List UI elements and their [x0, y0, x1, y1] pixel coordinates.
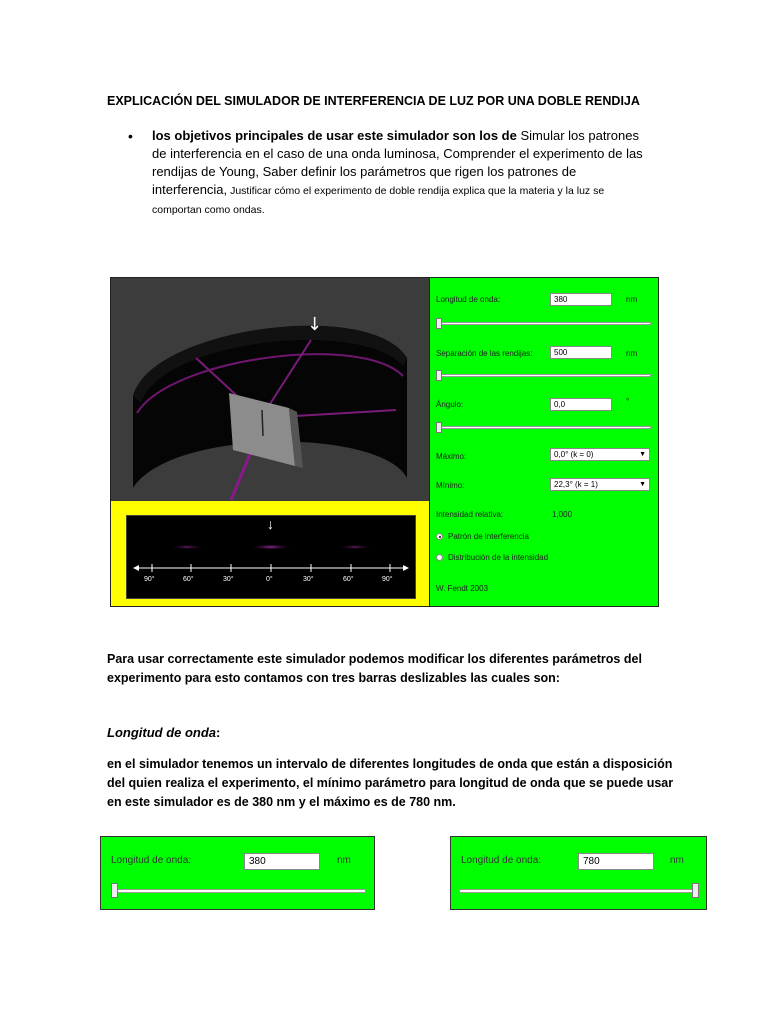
wavelength-unit: nm: [626, 295, 638, 304]
bullet-marker: •: [128, 128, 133, 144]
axis-tick: 90°: [382, 576, 393, 583]
objectives-small: Justificar cómo el experimento de doble rendija explica que la materia y la luz se comportan como ondas.: [152, 185, 605, 216]
mini-max-unit: nm: [670, 855, 684, 866]
dropdown-arrow-icon: ▼: [639, 481, 646, 488]
mini-min-unit: nm: [337, 855, 351, 866]
angle-input[interactable]: 0,0: [550, 398, 612, 411]
separation-slider[interactable]: [436, 374, 651, 377]
intensity-label: Intensidad relativa:: [436, 510, 504, 519]
mini-panel-max: [450, 836, 707, 910]
angle-slider[interactable]: [436, 426, 651, 429]
axis-tick: 30°: [223, 576, 234, 583]
wavelength-slider[interactable]: [436, 322, 651, 325]
mini-max-slider-thumb[interactable]: [692, 883, 699, 898]
interference-strip: [126, 515, 416, 599]
axis-tick: 60°: [343, 576, 354, 583]
simulator-3d-view: [111, 278, 429, 500]
wavelength-subheading: [107, 725, 220, 740]
axis-tick: 0°: [266, 576, 273, 583]
simulator-panel: [110, 277, 659, 607]
axis-tick: 90°: [144, 576, 155, 583]
wavelength-slider-thumb[interactable]: [436, 318, 442, 329]
angle-slider-thumb[interactable]: [436, 422, 442, 433]
distribution-radio[interactable]: [436, 554, 443, 561]
mini-max-slider[interactable]: [459, 889, 699, 893]
mini-min-slider[interactable]: [111, 889, 366, 893]
credit-text: W. Fendt 2003: [436, 584, 489, 593]
strip-arrow-icon: ↓: [267, 516, 274, 532]
mini-panel-min: [100, 836, 375, 910]
wavelength-subheading-text: Longitud de onda: [107, 725, 217, 740]
maximum-select-value: 0,0° (k = 0): [554, 450, 594, 459]
separation-label: Separación de las rendijas:: [436, 349, 533, 358]
intensity-value: 1,000: [552, 510, 573, 519]
axis-tick: 30°: [303, 576, 314, 583]
wavelength-subheading-colon: :: [216, 725, 221, 740]
maximum-label: Máximo:: [436, 452, 467, 461]
separation-unit: nm: [626, 349, 638, 358]
separation-input[interactable]: 500: [550, 346, 612, 359]
dropdown-arrow-icon: ▼: [639, 451, 646, 458]
screen-arrow-icon: ↓: [307, 314, 323, 335]
minimum-label: Mínimo:: [436, 481, 465, 490]
mini-max-input[interactable]: 780: [578, 853, 654, 870]
minimum-select-value: 22,3° (k = 1): [554, 480, 598, 489]
objectives-bold: los objetivos principales de usar este simulador son los de: [152, 128, 517, 143]
wavelength-input[interactable]: 380: [550, 293, 612, 306]
mini-max-label: Longitud de onda:: [461, 855, 542, 866]
minimum-select[interactable]: [550, 478, 650, 491]
separation-slider-thumb[interactable]: [436, 370, 442, 381]
wavelength-label: Longitud de onda:: [436, 295, 501, 304]
page-heading: EXPLICACIÓN DEL SIMULADOR DE INTERFERENCIA DE LUZ POR UNA DOBLE RENDIJA: [107, 94, 640, 108]
usage-paragraph: Para usar correctamente este simulador podemos modificar los diferentes parámetros del experimento para esto contamos con tres barras deslizables las cuales son:: [107, 652, 642, 685]
mini-min-slider-thumb[interactable]: [111, 883, 118, 898]
mini-min-label: Longitud de onda:: [111, 855, 192, 866]
wavelength-paragraph: en el simulador tenemos un intervalo de diferentes longitudes de onda que están a disposición del quien realiza el experimento, el mínimo parámetro para longitud de onda que se puede usar en este simulador es de 380 nm y el máximo es de 780 nm.: [107, 757, 674, 809]
angle-label: Ángulo:: [436, 400, 464, 409]
objectives-normal: Simular los patrones de interferencia en el caso de una onda luminosa, Comprender el experimento de las rendijas de Young, Saber definir los parámetros que rigen los patrones de interferencia,: [152, 128, 643, 197]
control-panel: [429, 278, 658, 606]
distribution-radio-label: Distribución de la intensidad: [448, 553, 549, 562]
objectives-text: [152, 127, 652, 219]
maximum-select[interactable]: [550, 448, 650, 461]
pattern-radio-label: Patrón de interferencia: [448, 532, 529, 541]
axis-tick: 60°: [183, 576, 194, 583]
angle-unit: °: [626, 397, 630, 406]
mini-min-input[interactable]: 380: [244, 853, 320, 870]
pattern-radio[interactable]: [436, 533, 443, 540]
